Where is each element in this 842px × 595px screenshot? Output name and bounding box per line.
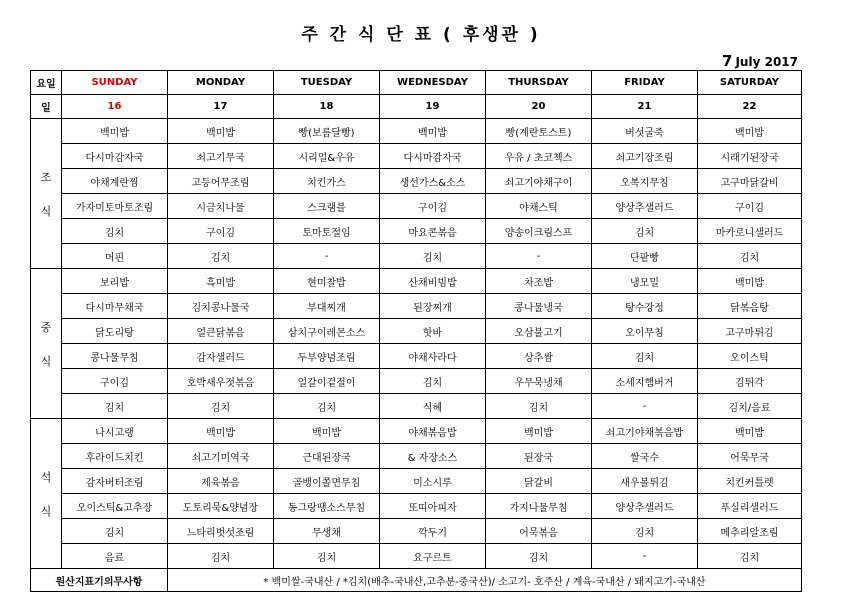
menu-item: 다시마감자국 (62, 144, 168, 169)
menu-item: 쇠고기장조림 (592, 144, 698, 169)
menu-item: 메추리알조림 (698, 519, 802, 544)
menu-item: 김치 (592, 519, 698, 544)
weekday-3: WEDNESDAY (380, 71, 486, 95)
menu-item: 양송이크림스프 (486, 219, 592, 244)
menu-item: 야채볶음밥 (380, 419, 486, 444)
menu-item: 어묵볶음 (486, 519, 592, 544)
menu-row (31, 344, 802, 369)
menu-item: 후라이드치킨 (62, 444, 168, 469)
menu-row (31, 294, 802, 319)
menu-item: 어묵무국 (698, 444, 802, 469)
menu-item: 된장국 (486, 444, 592, 469)
menu-item: 차조밥 (486, 269, 592, 294)
menu-item: 닭도리탕 (62, 319, 168, 344)
menu-row (31, 544, 802, 569)
menu-item: 백미밥 (698, 269, 802, 294)
menu-item: 가자미토마토조림 (62, 194, 168, 219)
menu-item: 현미찰밥 (274, 269, 380, 294)
menu-item: 오이스틱&고추장 (62, 494, 168, 519)
menu-item: 콩나물무침 (62, 344, 168, 369)
menu-item: 두부양념조림 (274, 344, 380, 369)
origin-label: 원산지표기의무사항 (31, 569, 168, 592)
menu-item: 김치 (698, 244, 802, 269)
menu-item: 김치 (62, 394, 168, 419)
weekday-header-row (31, 71, 802, 95)
menu-item: 단팥빵 (592, 244, 698, 269)
menu-item: 김치 (486, 544, 592, 569)
menu-item: 동그랑땡소스무침 (274, 494, 380, 519)
menu-item: 감자샐러드 (168, 344, 274, 369)
menu-date (722, 52, 798, 70)
menu-item: & 자장소스 (380, 444, 486, 469)
menu-item: 산채비빔밥 (380, 269, 486, 294)
menu-item: 보리밥 (62, 269, 168, 294)
menu-item: 우무묵냉채 (486, 369, 592, 394)
meal-label-char: 중 (40, 320, 52, 334)
date-5: 21 (592, 95, 698, 119)
meal-label-char: 식 (40, 504, 52, 518)
date-1: 17 (168, 95, 274, 119)
menu-item: 감자버터조림 (62, 469, 168, 494)
menu-item: 콩나물냉국 (486, 294, 592, 319)
menu-item: 김치 (62, 219, 168, 244)
menu-item: 우유 / 초코첵스 (486, 144, 592, 169)
meal-label-char: 식 (40, 354, 52, 368)
menu-item: 식혜 (380, 394, 486, 419)
menu-item: 야채계란찜 (62, 169, 168, 194)
menu-row (31, 194, 802, 219)
menu-item: 토마토절임 (274, 219, 380, 244)
menu-item: 깍두기 (380, 519, 486, 544)
menu-row (31, 469, 802, 494)
menu-item: 시금치나물 (168, 194, 274, 219)
menu-item: - (592, 394, 698, 419)
menu-item: 음료 (62, 544, 168, 569)
weekday-header-label: 요일 (31, 71, 62, 95)
menu-item: 푸실리샐러드 (698, 494, 802, 519)
menu-item: - (592, 544, 698, 569)
meal-label-char: 석 (40, 470, 52, 484)
menu-item: 골뱅이쫄면무침 (274, 469, 380, 494)
menu-item: 도토리묵&양념장 (168, 494, 274, 519)
menu-item: 오이스틱 (698, 344, 802, 369)
meal-label-cell (31, 269, 62, 419)
menu-item: 김치콩나물국 (168, 294, 274, 319)
menu-item: 느타리벗섯조림 (168, 519, 274, 544)
menu-item: 백미밥 (486, 419, 592, 444)
date-6: 22 (698, 95, 802, 119)
menu-item: 다시마감자국 (380, 144, 486, 169)
menu-item: 김치 (168, 544, 274, 569)
date-4: 20 (486, 95, 592, 119)
menu-item: 쇠고기미역국 (168, 444, 274, 469)
menu-item: 시래기된장국 (698, 144, 802, 169)
menu-item: 구이김 (62, 369, 168, 394)
menu-item: 삼치구이레몬소스 (274, 319, 380, 344)
menu-item: 고등어무조림 (168, 169, 274, 194)
weekday-5: FRIDAY (592, 71, 698, 95)
menu-row (31, 269, 802, 294)
date-header-label: 일 (31, 95, 62, 119)
menu-item: 김치 (274, 394, 380, 419)
menu-item: 오삼불고기 (486, 319, 592, 344)
menu-row (31, 219, 802, 244)
menu-item: 시리얼&우유 (274, 144, 380, 169)
menu-item: 치킨커틀렛 (698, 469, 802, 494)
date-3: 19 (380, 95, 486, 119)
menu-item: 호박새우젓볶음 (168, 369, 274, 394)
menu-item: 김치 (486, 394, 592, 419)
menu-item: 김치/음료 (698, 394, 802, 419)
menu-item: 구이김 (168, 219, 274, 244)
menu-item: 구이김 (698, 194, 802, 219)
weekday-1: MONDAY (168, 71, 274, 95)
menu-item: 김치 (168, 394, 274, 419)
menu-item: 야채사라다 (380, 344, 486, 369)
meal-label-char: 조 (40, 170, 52, 184)
menu-item: 나시고랭 (62, 419, 168, 444)
date-header-row (31, 95, 802, 119)
menu-item: 백미밥 (168, 419, 274, 444)
menu-item: 다시마무채국 (62, 294, 168, 319)
menu-item: 부대찌개 (274, 294, 380, 319)
menu-row (31, 144, 802, 169)
menu-item: 닭볶음탕 (698, 294, 802, 319)
menu-row (31, 119, 802, 144)
menu-item: 마요콘볶음 (380, 219, 486, 244)
menu-item: 백미밥 (274, 419, 380, 444)
menu-item: 김치 (698, 544, 802, 569)
menu-item: 백미밥 (62, 119, 168, 144)
menu-item: 소세지햄버거 (592, 369, 698, 394)
menu-item: - (274, 244, 380, 269)
menu-item: 가지나물무침 (486, 494, 592, 519)
meal-label-char: 식 (40, 204, 52, 218)
menu-item: 새우볼튀김 (592, 469, 698, 494)
menu-row (31, 444, 802, 469)
menu-item: 얼갈이겉절이 (274, 369, 380, 394)
menu-item: 김치 (380, 369, 486, 394)
menu-item: 오복지무침 (592, 169, 698, 194)
menu-item: 탕수강정 (592, 294, 698, 319)
menu-item: 된장찌개 (380, 294, 486, 319)
menu-item: 핫바 (380, 319, 486, 344)
date-0: 16 (62, 95, 168, 119)
origin-row (31, 569, 802, 592)
menu-item: 양상추샐러드 (592, 194, 698, 219)
menu-item: 김튀각 (698, 369, 802, 394)
date-rest: July 2017 (735, 55, 798, 69)
menu-item: 김치 (62, 519, 168, 544)
date-day: 7 (722, 52, 733, 70)
origin-text: * 백미쌀-국내산 / *김치(배추-국내산,고추분-중국산)/ 소고기- 호주산 / 계육-국내산 / 돼지고기-국내산 (168, 569, 802, 592)
weekday-0: SUNDAY (62, 71, 168, 95)
menu-item: 오이무침 (592, 319, 698, 344)
menu-row (31, 519, 802, 544)
menu-item: 양상추샐러드 (592, 494, 698, 519)
menu-item: 야채스틱 (486, 194, 592, 219)
weekday-2: TUESDAY (274, 71, 380, 95)
menu-item: 치킨가스 (274, 169, 380, 194)
menu-item: 쌀국수 (592, 444, 698, 469)
menu-row (31, 419, 802, 444)
menu-item: 김치 (592, 219, 698, 244)
menu-row (31, 494, 802, 519)
menu-row (31, 169, 802, 194)
menu-item: 고구마튀김 (698, 319, 802, 344)
menu-row (31, 244, 802, 269)
menu-item: 백미밥 (380, 119, 486, 144)
menu-item: 고구마닭갈비 (698, 169, 802, 194)
menu-item: 요구르트 (380, 544, 486, 569)
menu-item: 냉모밀 (592, 269, 698, 294)
menu-item: 김치 (168, 244, 274, 269)
menu-item: 김치 (592, 344, 698, 369)
menu-item: 백미밥 (698, 119, 802, 144)
menu-item: 미소시루 (380, 469, 486, 494)
menu-item: 마카로니샐러드 (698, 219, 802, 244)
menu-item: - (486, 244, 592, 269)
menu-item: 흑미밥 (168, 269, 274, 294)
menu-item: 또띠아피자 (380, 494, 486, 519)
menu-item: 근대된장국 (274, 444, 380, 469)
menu-item: 스크램블 (274, 194, 380, 219)
menu-item: 쇠고기야채볶음밥 (592, 419, 698, 444)
menu-item: 빵(보름달빵) (274, 119, 380, 144)
meal-label-cell (31, 419, 62, 569)
weekly-menu-table (30, 70, 802, 592)
menu-item: 얼큰닭볶음 (168, 319, 274, 344)
menu-row (31, 319, 802, 344)
menu-item: 닭갈비 (486, 469, 592, 494)
menu-row (31, 369, 802, 394)
page-title: 주 간 식 단 표 ( 후생관 ) (301, 25, 541, 45)
menu-item: 상추쌈 (486, 344, 592, 369)
date-2: 18 (274, 95, 380, 119)
menu-item: 제육볶음 (168, 469, 274, 494)
menu-item: 무생채 (274, 519, 380, 544)
menu-item: 김치 (380, 244, 486, 269)
meal-label-cell (31, 119, 62, 269)
menu-body (31, 119, 802, 569)
menu-item: 머핀 (62, 244, 168, 269)
menu-row (31, 394, 802, 419)
menu-item: 김치 (274, 544, 380, 569)
menu-item: 빵(계란토스트) (486, 119, 592, 144)
menu-item: 쇠고기야채구이 (486, 169, 592, 194)
menu-item: 생선가스&소스 (380, 169, 486, 194)
menu-item: 구이김 (380, 194, 486, 219)
menu-item: 쇠고기무국 (168, 144, 274, 169)
menu-item: 버섯굴죽 (592, 119, 698, 144)
weekday-6: SATURDAY (698, 71, 802, 95)
menu-item: 백미밥 (698, 419, 802, 444)
weekday-4: THURSDAY (486, 71, 592, 95)
menu-item: 백미밥 (168, 119, 274, 144)
